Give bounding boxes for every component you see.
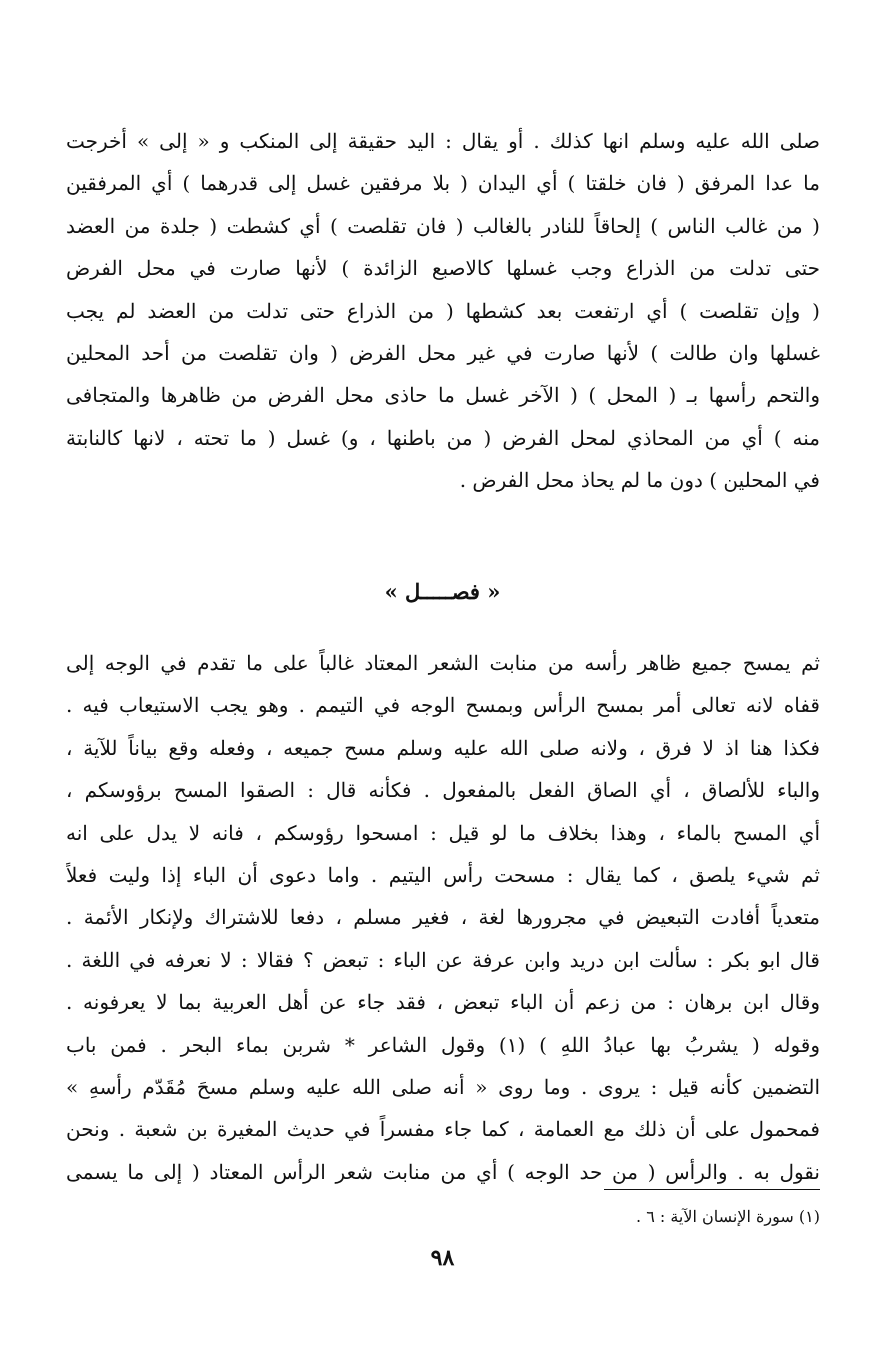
text-line: فمحمول على أن ذلك مع العمامة ، كما جاء مفسراً في حديث المغيرة بن شعبة . ونحن [66,1117,820,1142]
text-line: في المحلين ) دون ما لم يحاذ محل الفرض . [459,468,820,493]
text-line: حتى تدلت من الذراع وجب غسلها كالاصبع الزائدة ) لأنها صارت في محل الفرض [66,256,820,281]
text-line: قفاه لانه تعالى أمر بمسح الرأس وبمسح الوجه في التيمم . وهو يجب الاستيعاب فيه . [66,693,820,718]
text-line: وقوله ( يشربُ بها عبادُ اللهِ ) (١) وقول الشاعر * شربن بماء البحر . فمن باب [66,1032,820,1057]
paragraph-1 [66,120,820,502]
text-line: نقول به . والرأس ( من حد الوجه ) أي من منابت شعر الرأس المعتاد ( إلى ما يسمى [66,1159,820,1184]
text-line: والتحم رأسها بـ ( المحل ) ( الآخر غسل ما حاذى محل الفرض من ظاهرها والمتجافى [66,383,820,408]
text-line: فكذا هنا اذ لا فرق ، ولانه صلى الله عليه وسلم مسح جميعه ، وفعله وقع بياناً للآية ، [66,735,820,760]
footnote: (١) سورة الإنسان الآية : ٦ . [636,1207,820,1226]
text-line: والباء للألصاق ، أي الصاق الفعل بالمفعول . فكأنه قال : الصقوا المسح برؤوسكم ، [66,778,820,803]
text-line: ( وإن تقلصت ) أي ارتفعت بعد كشطها ( من الذراع حتى تدلت من العضد لم يجب [66,298,820,323]
footnote-divider [604,1189,820,1190]
text-line: التضمين كأنه قيل : يروى . وما روى « أنه صلى الله عليه وسلم مسحَ مُقَدّم رأسهِ » [66,1074,820,1099]
text-line: أي المسح بالماء ، وهذا بخلاف ما لو قيل : امسحوا رؤوسكم ، فانه لا يدل على انه [66,820,820,845]
page-number: ٩٨ [430,1245,455,1271]
text-line: منه ) أي من المحاذي لمحل الفرض ( من باطنها ، و) غسل ( ما تحته ، لانها كالنابتة [66,425,820,450]
text-line: متعدياً أفادت التبعيض في مجرورها لغة ، فغير مسلم ، دفعا للاشتراك ولإنكار الأئمة . [66,905,820,930]
section-heading: « فصـــــل » [384,579,501,604]
text-line: قال ابو بكر : سألت ابن دريد وابن عرفة عن الباء : تبعض ؟ فقالا : لا نعرفه في اللغة . [66,947,820,972]
text-line: صلى الله عليه وسلم انها كذلك . أو يقال : اليد حقيقة إلى المنكب و « إلى » أخرجت [66,129,820,153]
paragraph-2 [66,642,820,1193]
text-line: ثم شيء يلصق ، كما يقال : مسحت رأس اليتيم . واما دعوى أن الباء إذا وليت فعلاً [66,862,820,887]
text-line: ثم يمسح جميع ظاهر رأسه من منابت الشعر المعتاد غالباً على ما تقدم في الوجه إلى [66,651,820,675]
text-line: ما عدا المرفق ( فان خلقتا ) أي اليدان ( بلا مرفقين غسل إلى قدرهما ) أي المرفقين [66,171,820,196]
text-line: وقال ابن برهان : من زعم أن الباء تبعض ، فقد جاء عن أهل العربية بما لا يعرفونه . [66,990,820,1015]
text-line: غسلها وان طالت ) لأنها صارت في غير محل الفرض ( وان تقلصت من أحد المحلين [66,340,820,365]
text-line: ( من غالب الناس ) إلحاقاً للنادر بالغالب ( فان تقلصت ) أي كشطت ( جلدة من العضد [66,213,820,238]
